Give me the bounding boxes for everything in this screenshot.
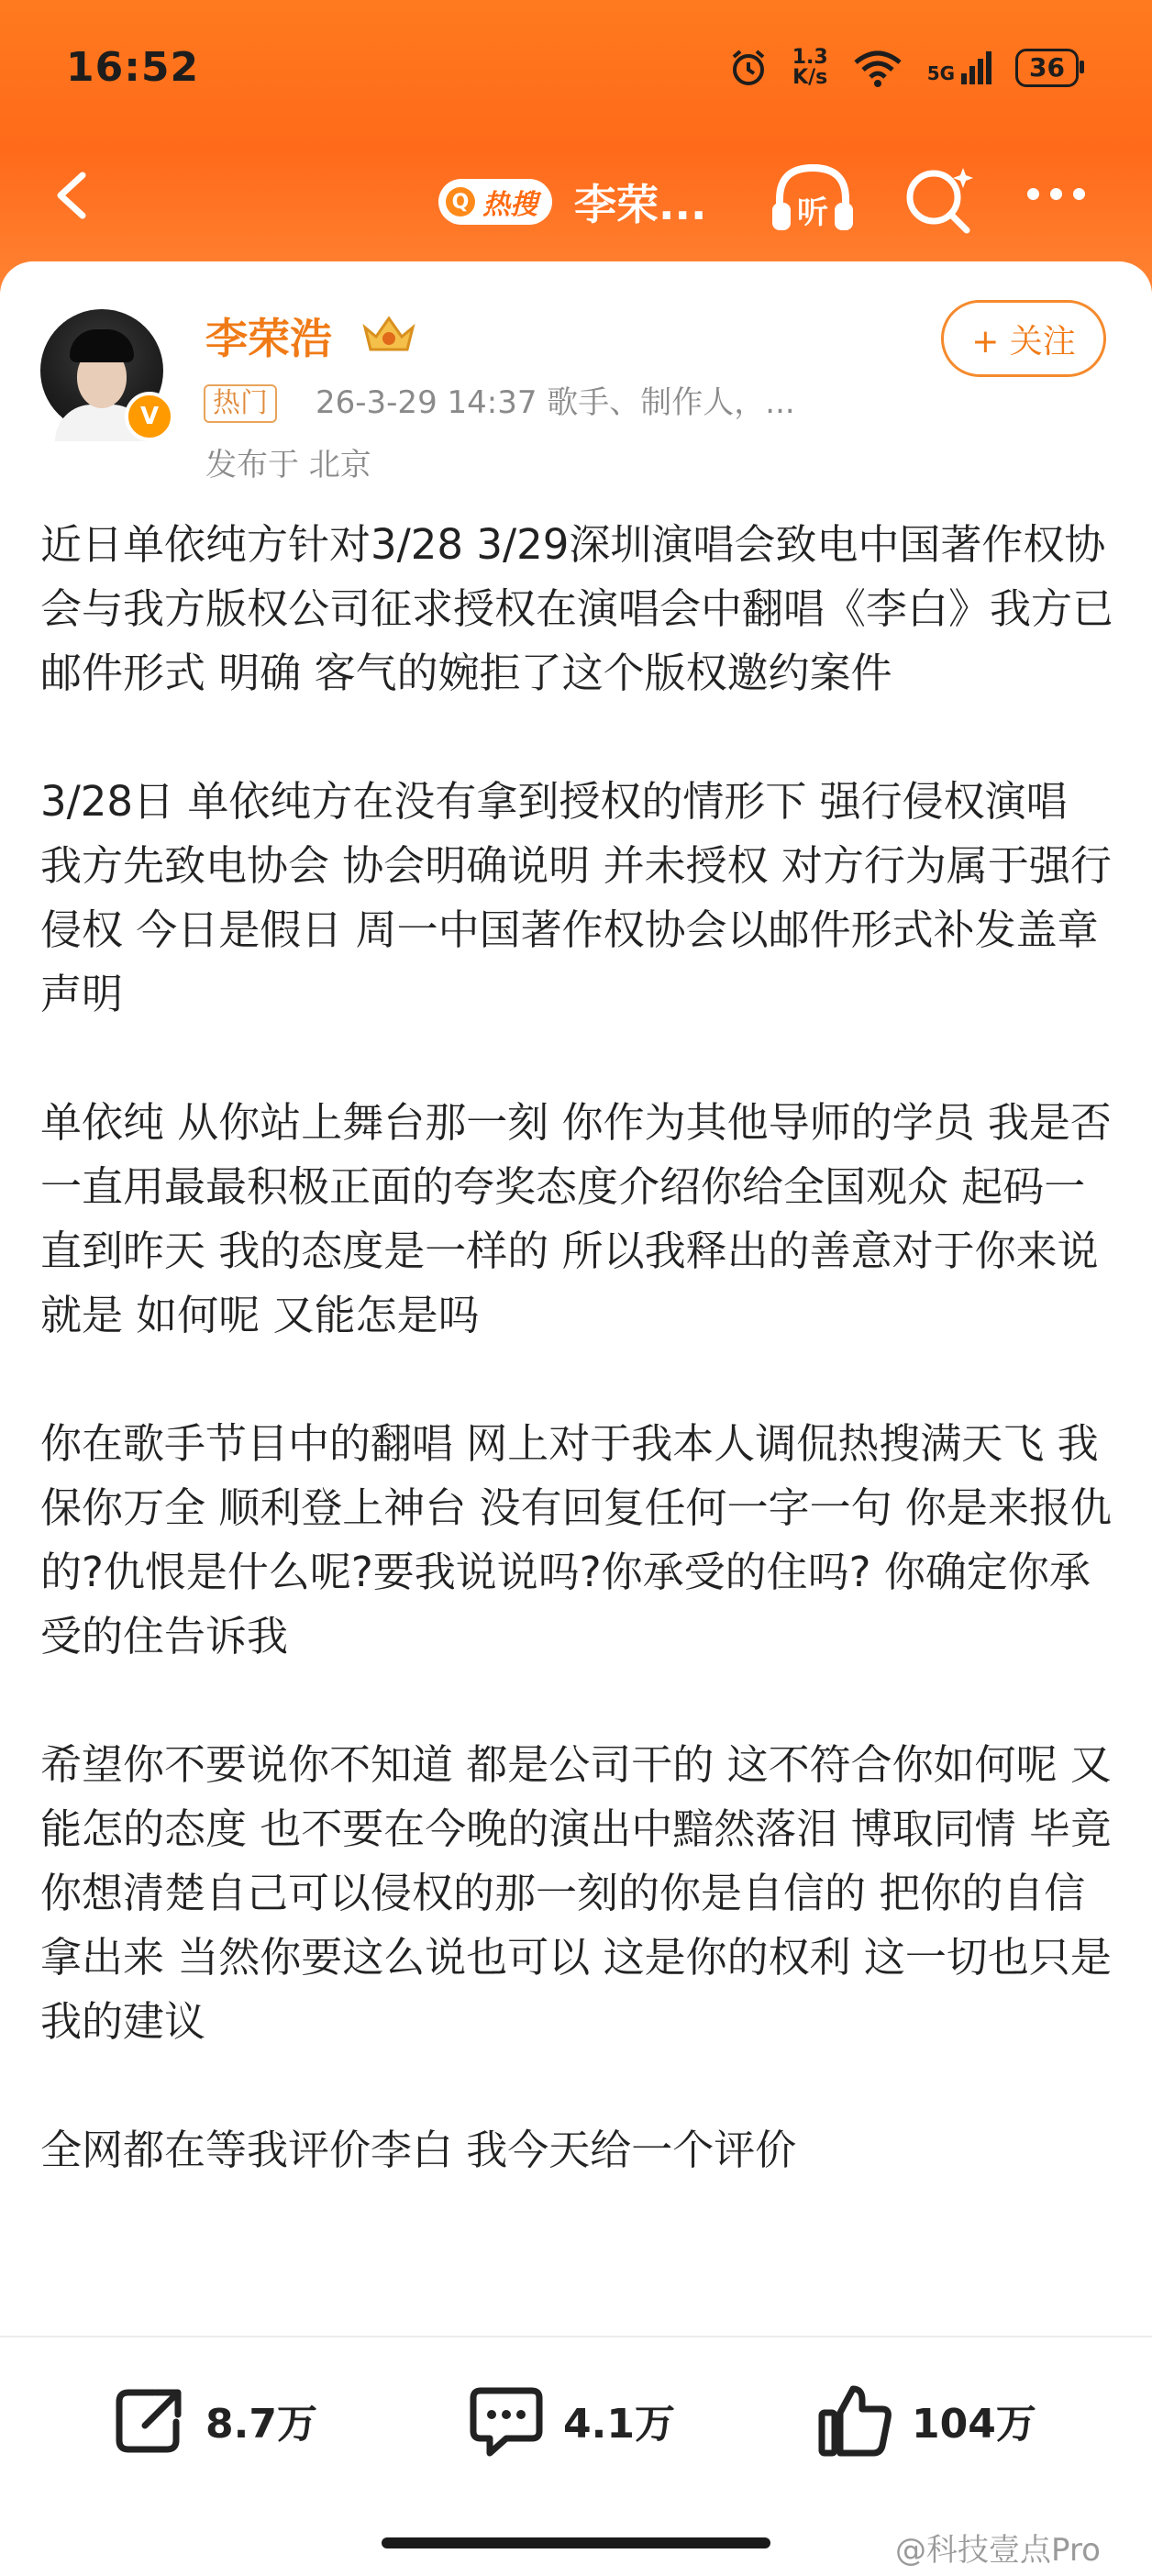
- share-button[interactable]: [108, 2380, 317, 2460]
- search-icon[interactable]: [899, 161, 981, 234]
- share-icon: [108, 2380, 189, 2460]
- follow-button[interactable]: + 关注: [941, 300, 1106, 377]
- like-count: 104万: [912, 2401, 1036, 2448]
- svg-text:听: 听: [797, 194, 828, 231]
- like-button[interactable]: [814, 2380, 1036, 2460]
- post-paragraph: 你在歌手节目中的翻唱 网上对于我本人调侃热搜满天飞 我保你万全 顺利登上神台 没有回复任何一字一句 你是来报仇的?仇恨是什么呢?要我说说吗?你承受的住吗? 你确定你承受的住告诉我: [40, 1419, 1112, 1660]
- nav-bar: [0, 151, 1152, 243]
- post-paragraph: 希望你不要说你不知道 都是公司干的 这不符合你如何呢 又能怎的态度 也不要在今晚的演出中黯然落泪 博取同情 毕竟你想清楚自己可以侵权的那一刻的你是自信的 把你的自信拿出来 当然你要这么说也可以 这是你的权利 这一切也只是我的建议: [40, 1740, 1112, 2046]
- home-indicator[interactable]: [382, 2537, 770, 2548]
- post-card: [0, 261, 1152, 2576]
- status-bar: [0, 0, 1152, 138]
- thumbs-up-icon: [814, 2380, 895, 2460]
- avatar-hair: [70, 329, 134, 362]
- hot-search-label: 热搜: [482, 189, 537, 221]
- comment-icon: [466, 2380, 547, 2460]
- post-meta: 26-3-29 14:37 歌手、制作人，...: [316, 384, 795, 421]
- post-paragraph: 单依纯 从你站上舞台那一刻 你作为其他导师的学员 我是否一直用最最积极正面的夸奖态度介绍你给全国观众 起码一直到昨天 我的态度是一样的 所以我释出的善意对于你来说 就是 如何呢 又能怎是吗: [40, 1098, 1112, 1339]
- more-options-icon[interactable]: [1027, 188, 1085, 200]
- signal-type-label: 5G: [926, 62, 956, 84]
- battery-indicator: 36: [1015, 49, 1079, 87]
- watermark: @科技壹点Pro: [895, 2532, 1101, 2569]
- post-location: 发布于 北京: [205, 447, 371, 483]
- comment-button[interactable]: [466, 2380, 675, 2460]
- post-body: [40, 513, 1114, 2174]
- author-name[interactable]: 李荣浩: [205, 314, 332, 363]
- cellular-signal-icon: [927, 51, 991, 84]
- status-time: 16:52: [66, 44, 200, 91]
- network-speed: 1.3 K/s: [792, 46, 828, 89]
- hot-tag: 热门: [204, 384, 277, 423]
- listen-headphones-icon[interactable]: [767, 157, 858, 239]
- back-arrow-icon[interactable]: [46, 168, 101, 223]
- comment-count: 4.1万: [563, 2401, 675, 2448]
- search-q-icon: Q: [446, 187, 475, 217]
- post-paragraph: 近日单依纯方针对3/28 3/29深圳演唱会致电中国著作权协会与我方版权公司征求授权在演唱会中翻唱《李白》我方已邮件形式 明确 客气的婉拒了这个版权邀约案件: [40, 520, 1114, 697]
- more-dot: [1073, 188, 1085, 200]
- post-paragraph: 3/28日 单依纯方在没有拿到授权的情形下 强行侵权演唱 我方先致电协会 协会明确说明 并未授权 对方行为属于强行侵权 今日是假日 周一中国著作权协会以邮件形式补发盖章声明: [40, 777, 1112, 1018]
- more-dot: [1027, 188, 1039, 200]
- wifi-icon: [852, 48, 903, 88]
- hot-search-title[interactable]: [438, 172, 706, 232]
- status-icons: [728, 48, 1079, 88]
- alarm-icon: [728, 48, 769, 88]
- hot-search-badge: [438, 179, 552, 225]
- action-bar: [0, 2336, 1152, 2503]
- post-paragraph: 全网都在等我评价李白 我今天给一个评价: [40, 2126, 797, 2174]
- more-dot: [1050, 188, 1062, 200]
- crown-badge-icon: [360, 313, 418, 355]
- nav-title: 李荣...: [574, 180, 707, 229]
- verified-badge-icon: V: [125, 392, 174, 441]
- share-count: 8.7万: [205, 2401, 317, 2448]
